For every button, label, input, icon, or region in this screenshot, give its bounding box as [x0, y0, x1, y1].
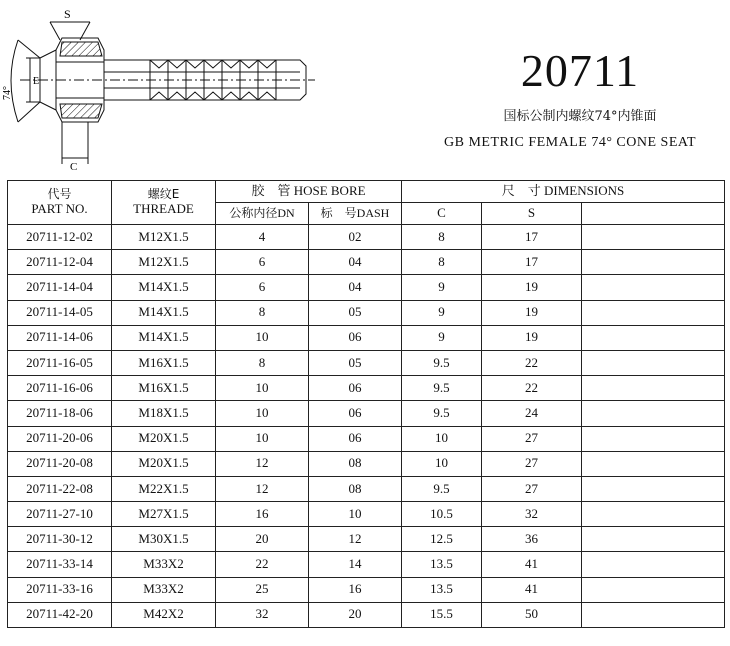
cell-part: 20711-14-05: [8, 300, 112, 325]
cell-c: 13.5: [402, 552, 482, 577]
cell-thread: M14X1.5: [112, 300, 216, 325]
cell-c: 9: [402, 325, 482, 350]
cell-thread: M12X1.5: [112, 250, 216, 275]
cell-thread: M33X2: [112, 577, 216, 602]
cell-dash: 06: [309, 325, 402, 350]
cell-dn: 25: [216, 577, 309, 602]
cell-s: 17: [482, 250, 582, 275]
cell-c: 12.5: [402, 527, 482, 552]
header-dimensions: 尺 寸 DIMENSIONS: [402, 181, 725, 203]
cell-s: 50: [482, 602, 582, 627]
header-part-no: 代号 PART NO.: [8, 181, 112, 225]
cell-part: 20711-12-04: [8, 250, 112, 275]
header-dn: 公称内径DN: [216, 203, 309, 225]
table-row: [8, 552, 725, 577]
subtitle-english: GB METRIC FEMALE 74° CONE SEAT: [444, 135, 696, 150]
cell-c: 9.5: [402, 476, 482, 501]
cell-thread: M14X1.5: [112, 325, 216, 350]
cell-part: 20711-14-06: [8, 325, 112, 350]
cell-blank: [582, 476, 725, 501]
cell-dn: 4: [216, 225, 309, 250]
cell-s: 24: [482, 401, 582, 426]
spec-table-body: [8, 225, 725, 628]
cell-c: 9.5: [402, 376, 482, 401]
cell-dn: 10: [216, 401, 309, 426]
angle-label: 74°: [2, 86, 13, 100]
cell-dash: 05: [309, 300, 402, 325]
cell-thread: M22X1.5: [112, 476, 216, 501]
cell-blank: [582, 325, 725, 350]
cell-c: 9: [402, 275, 482, 300]
header-dash: 标 号DASH: [309, 203, 402, 225]
table-row: [8, 426, 725, 451]
cell-dash: 05: [309, 350, 402, 375]
dim-e-label: E: [33, 76, 40, 87]
cell-c: 8: [402, 225, 482, 250]
cell-s: 27: [482, 451, 582, 476]
cell-c: 10: [402, 451, 482, 476]
cell-thread: M27X1.5: [112, 502, 216, 527]
cell-s: 17: [482, 225, 582, 250]
cell-dn: 6: [216, 275, 309, 300]
cell-blank: [582, 552, 725, 577]
cell-part: 20711-18-06: [8, 401, 112, 426]
table-row: [8, 476, 725, 501]
fitting-drawing: [0, 0, 320, 175]
cell-s: 36: [482, 527, 582, 552]
cell-s: 19: [482, 275, 582, 300]
cell-dash: 08: [309, 451, 402, 476]
spec-table: [7, 180, 725, 628]
cell-dash: 04: [309, 275, 402, 300]
cell-c: 10.5: [402, 502, 482, 527]
cell-part: 20711-16-05: [8, 350, 112, 375]
cell-blank: [582, 350, 725, 375]
cell-thread: M14X1.5: [112, 275, 216, 300]
table-row: [8, 300, 725, 325]
cell-c: 9.5: [402, 350, 482, 375]
cell-thread: M30X1.5: [112, 527, 216, 552]
cell-s: 22: [482, 376, 582, 401]
cell-c: 9.5: [402, 401, 482, 426]
cell-part: 20711-27-10: [8, 502, 112, 527]
cell-thread: M20X1.5: [112, 451, 216, 476]
cell-blank: [582, 602, 725, 627]
cell-part: 20711-33-16: [8, 577, 112, 602]
cell-dn: 10: [216, 376, 309, 401]
cell-s: 22: [482, 350, 582, 375]
cell-c: 10: [402, 426, 482, 451]
cell-dash: 08: [309, 476, 402, 501]
cell-part: 20711-20-08: [8, 451, 112, 476]
cell-blank: [582, 275, 725, 300]
cell-blank: [582, 250, 725, 275]
cell-dn: 6: [216, 250, 309, 275]
cell-s: 27: [482, 426, 582, 451]
cell-dash: 06: [309, 401, 402, 426]
cell-part: 20711-33-14: [8, 552, 112, 577]
cell-blank: [582, 502, 725, 527]
cell-dn: 16: [216, 502, 309, 527]
cell-blank: [582, 401, 725, 426]
cell-c: 9: [402, 300, 482, 325]
dim-s-label: S: [64, 7, 71, 21]
cell-part: 20711-16-06: [8, 376, 112, 401]
cell-dash: 12: [309, 527, 402, 552]
header-hose-bore: 胶 管 HOSE BORE: [216, 181, 402, 203]
cell-thread: M33X2: [112, 552, 216, 577]
header-c: C: [402, 203, 482, 225]
cell-dn: 8: [216, 300, 309, 325]
header-thread: 螺纹E THREADE: [112, 181, 216, 225]
header-blank: [582, 203, 725, 225]
cell-blank: [582, 225, 725, 250]
cell-c: 8: [402, 250, 482, 275]
part-number-title: 20711: [520, 45, 640, 96]
cell-blank: [582, 451, 725, 476]
cell-part: 20711-12-02: [8, 225, 112, 250]
cell-blank: [582, 376, 725, 401]
table-row: [8, 451, 725, 476]
cell-thread: M18X1.5: [112, 401, 216, 426]
subtitle-chinese: 国标公制内螺纹74°内锥面: [503, 109, 657, 124]
cell-blank: [582, 300, 725, 325]
table-row: [8, 275, 725, 300]
cell-dash: 06: [309, 376, 402, 401]
cell-s: 27: [482, 476, 582, 501]
cell-c: 13.5: [402, 577, 482, 602]
cell-dash: 14: [309, 552, 402, 577]
cell-thread: M20X1.5: [112, 426, 216, 451]
table-row: [8, 577, 725, 602]
dim-c-label: C: [70, 161, 78, 173]
cell-dash: 16: [309, 577, 402, 602]
table-row: [8, 527, 725, 552]
cell-dn: 22: [216, 552, 309, 577]
cell-dn: 20: [216, 527, 309, 552]
cell-thread: M16X1.5: [112, 376, 216, 401]
cell-blank: [582, 577, 725, 602]
cell-s: 19: [482, 300, 582, 325]
cell-dash: 10: [309, 502, 402, 527]
cell-dn: 10: [216, 426, 309, 451]
cell-dn: 10: [216, 325, 309, 350]
cell-thread: M42X2: [112, 602, 216, 627]
table-row: [8, 401, 725, 426]
table-row: [8, 225, 725, 250]
table-row: [8, 502, 725, 527]
table-row: [8, 376, 725, 401]
cell-dn: 32: [216, 602, 309, 627]
cell-part: 20711-20-06: [8, 426, 112, 451]
table-row: [8, 350, 725, 375]
cell-s: 41: [482, 577, 582, 602]
cell-dash: 20: [309, 602, 402, 627]
table-row: [8, 602, 725, 627]
cell-dash: 06: [309, 426, 402, 451]
table-row: [8, 250, 725, 275]
cell-dn: 12: [216, 451, 309, 476]
cell-s: 32: [482, 502, 582, 527]
cell-thread: M16X1.5: [112, 350, 216, 375]
cell-s: 41: [482, 552, 582, 577]
cell-thread: M12X1.5: [112, 225, 216, 250]
cell-part: 20711-42-20: [8, 602, 112, 627]
cell-dn: 12: [216, 476, 309, 501]
cell-blank: [582, 527, 725, 552]
cell-dn: 8: [216, 350, 309, 375]
cell-dash: 04: [309, 250, 402, 275]
table-row: [8, 325, 725, 350]
cell-blank: [582, 426, 725, 451]
cell-s: 19: [482, 325, 582, 350]
header-s: S: [482, 203, 582, 225]
cell-part: 20711-22-08: [8, 476, 112, 501]
cell-part: 20711-14-04: [8, 275, 112, 300]
cell-c: 15.5: [402, 602, 482, 627]
cell-part: 20711-30-12: [8, 527, 112, 552]
cell-dash: 02: [309, 225, 402, 250]
